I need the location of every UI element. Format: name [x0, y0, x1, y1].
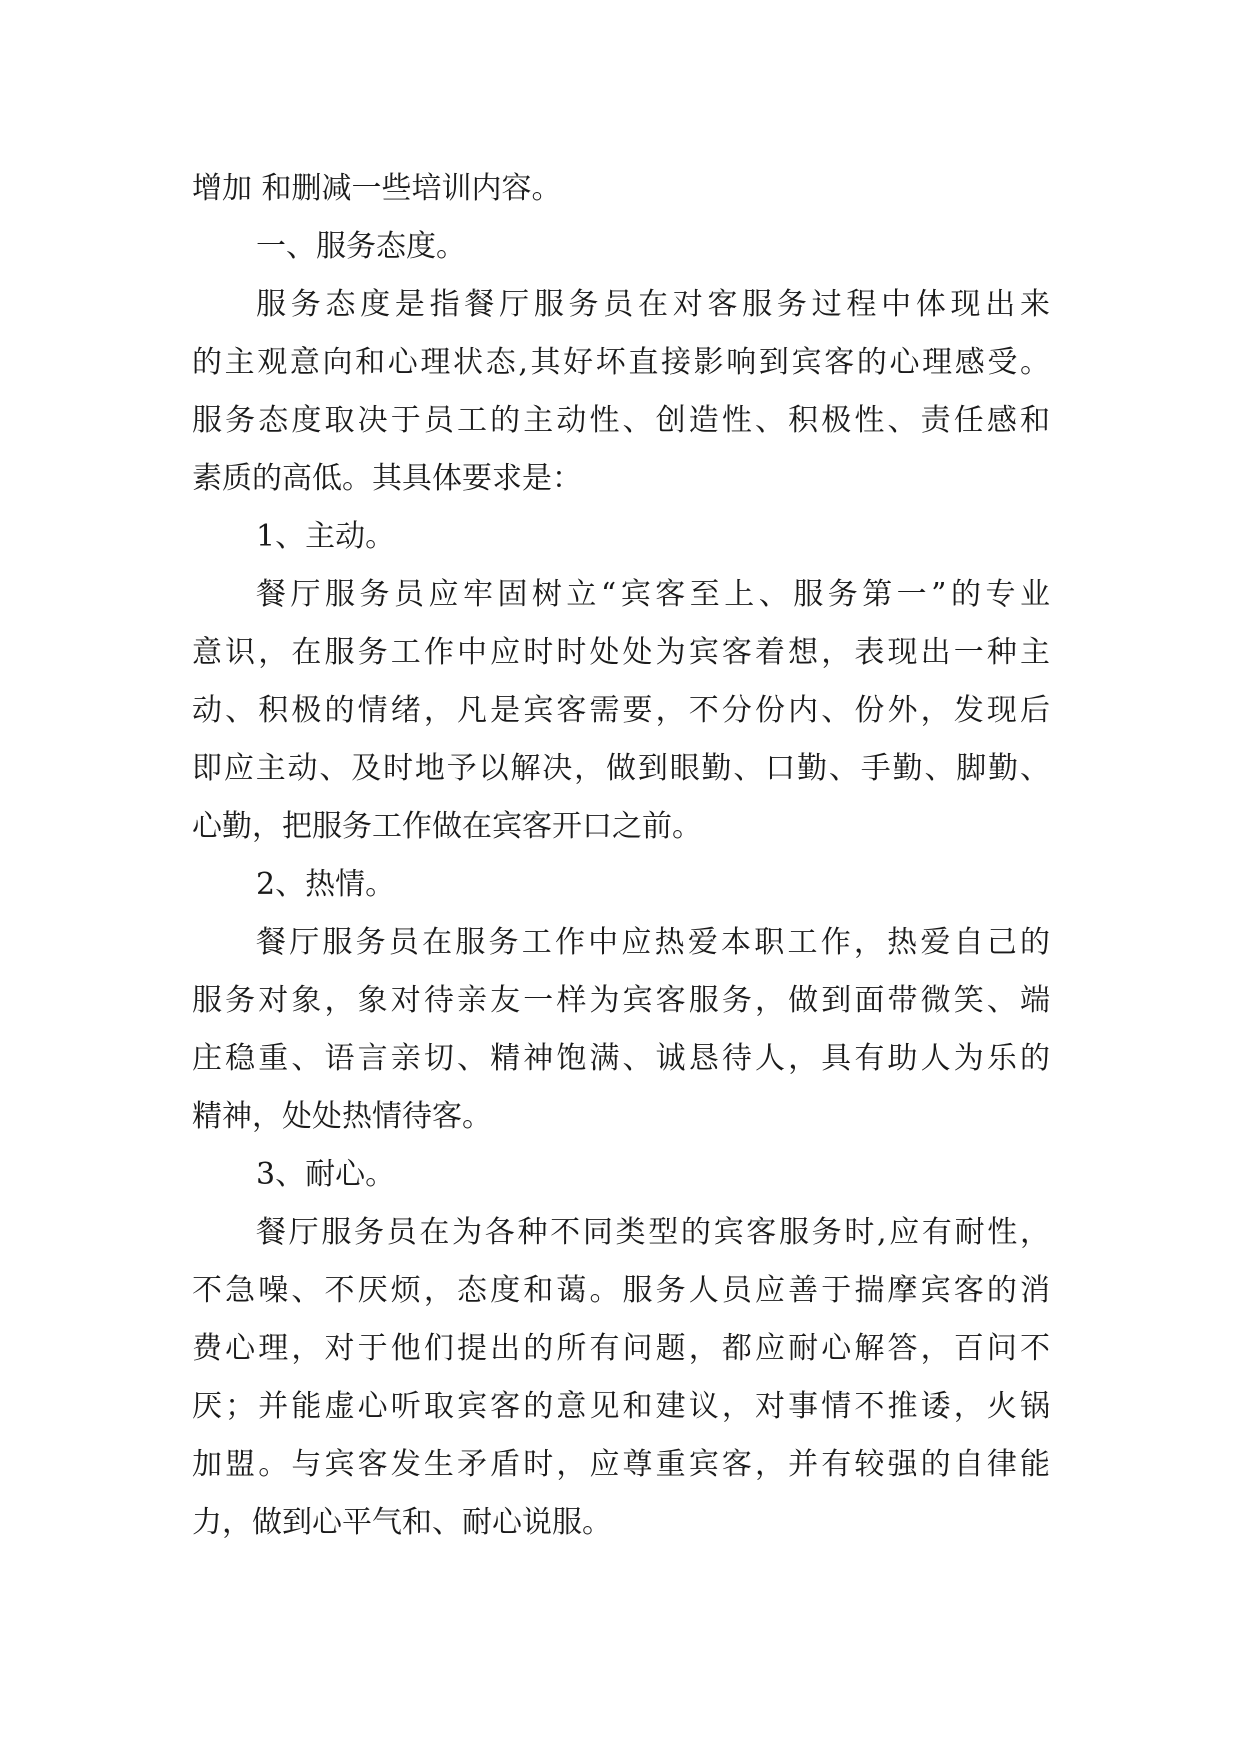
paragraph-line: 厌；并能虚心听取宾客的意见和建议，对事情不推诿，火锅	[192, 1389, 1050, 1424]
paragraph-line: 加盟。与宾客发生矛盾时，应尊重宾客，并有较强的自律能	[192, 1447, 1050, 1482]
paragraph-line: 力，做到心平气和、耐心说服。	[192, 1505, 612, 1540]
paragraph-line: 即应主动、及时地予以解决，做到眼勤、口勤、手勤、脚勤、	[192, 751, 1050, 786]
paragraph-line: 庄稳重、语言亲切、精神饱满、诚恳待人，具有助人为乐的	[192, 1041, 1050, 1076]
paragraph-line: 餐厅服务员在服务工作中应热爱本职工作，热爱自己的	[256, 925, 1050, 960]
paragraph-line: 的主观意向和心理状态,其好坏直接影响到宾客的心理感受。	[192, 345, 1050, 380]
paragraph-line: 不急噪、不厌烦，态度和蔼。服务人员应善于揣摩宾客的消	[192, 1273, 1050, 1308]
subheading-patience: 3、耐心。	[256, 1157, 396, 1192]
paragraph-line: 餐厅服务员在为各种不同类型的宾客服务时,应有耐性，	[256, 1215, 1050, 1250]
paragraph-line: 服务态度取决于员工的主动性、创造性、积极性、责任感和	[192, 403, 1050, 438]
section-heading-service-attitude: 一、服务态度。	[256, 229, 466, 264]
paragraph-line: 动、积极的情绪，凡是宾客需要，不分份内、份外，发现后	[192, 693, 1050, 728]
paragraph-line: 费心理，对于他们提出的所有问题，都应耐心解答，百问不	[192, 1331, 1050, 1366]
paragraph-line: 素质的高低。其具体要求是：	[192, 461, 582, 496]
text-line-1: 增加 和删减一些培训内容。	[192, 171, 562, 206]
paragraph-line: 意识，在服务工作中应时时处处为宾客着想，表现出一种主	[192, 635, 1050, 670]
paragraph-line: 精神，处处热情待客。	[192, 1099, 492, 1134]
subheading-proactive: 1、主动。	[256, 519, 396, 554]
subheading-enthusiasm: 2、热情。	[256, 867, 396, 902]
paragraph-line: 服务态度是指餐厅服务员在对客服务过程中体现出来	[256, 287, 1050, 322]
paragraph-line: 服务对象，象对待亲友一样为宾客服务，做到面带微笑、端	[192, 983, 1050, 1018]
paragraph-line: 心勤，把服务工作做在宾客开口之前。	[192, 809, 702, 844]
paragraph-line: 餐厅服务员应牢固树立“宾客至上、服务第一”的专业	[256, 577, 1050, 612]
